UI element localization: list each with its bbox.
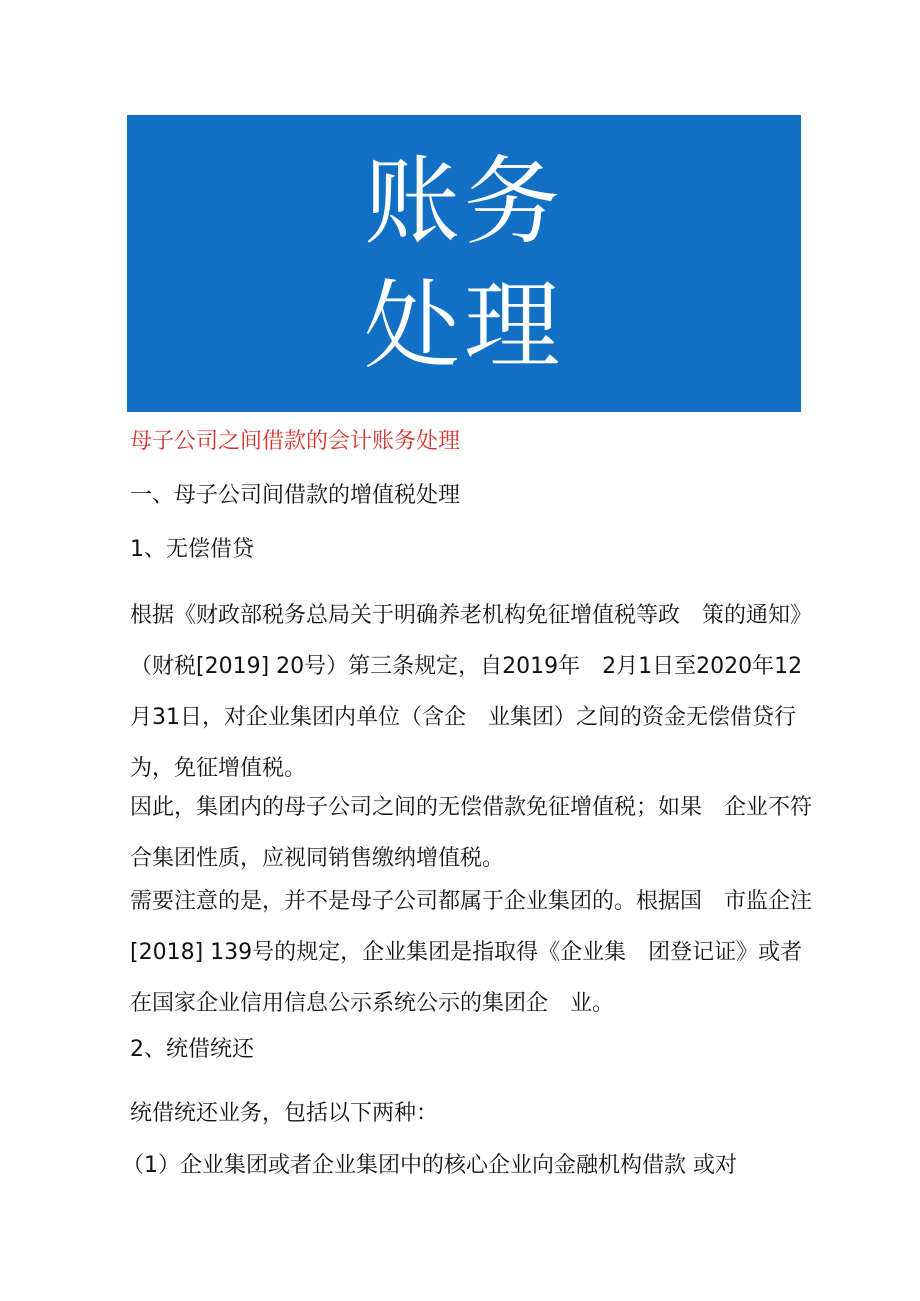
document-title: 母子公司之间借款的会计账务处理	[130, 429, 461, 454]
paragraph-2: 因此，集团内的母子公司之间的无偿借款免征增值税；如果 企业不符合集团性质，应视同销售缴纳增值税。	[130, 795, 813, 871]
section-heading-1: 一、母子公司间借款的增值税处理	[130, 483, 461, 508]
paragraph-5: （1）企业集团或者企业集团中的核心企业向金融机构借款 或对	[122, 1153, 737, 1178]
cover-title-line-1: 账务	[364, 145, 564, 258]
paragraph-3: 需要注意的是，并不是母子公司都属于企业集团的。根据国 市监企注[2018] 139号的规定，企业集团是指取得《企业集 团登记证》或者在国家企业信用信息公示系统公示的集团企 业。	[130, 889, 813, 1016]
paragraph-1: 根据《财政部税务总局关于明确养老机构免征增值税等政 策的通知》（财税[2019] 20号）第三条规定，自2019年 2月1日至2020年12月31日，对企业集团内单位（含企 业集团）之间的资金无偿借贷行为，免征增值税。	[130, 603, 813, 781]
cover-title-line-2: 处理	[364, 269, 564, 382]
paragraph-4: 统借统还业务，包括以下两种：	[130, 1101, 439, 1126]
subsection-heading-1-1: 1、无偿借贷	[130, 537, 254, 562]
subsection-heading-1-2: 2、统借统还	[130, 1037, 254, 1062]
cover-banner	[127, 115, 801, 412]
